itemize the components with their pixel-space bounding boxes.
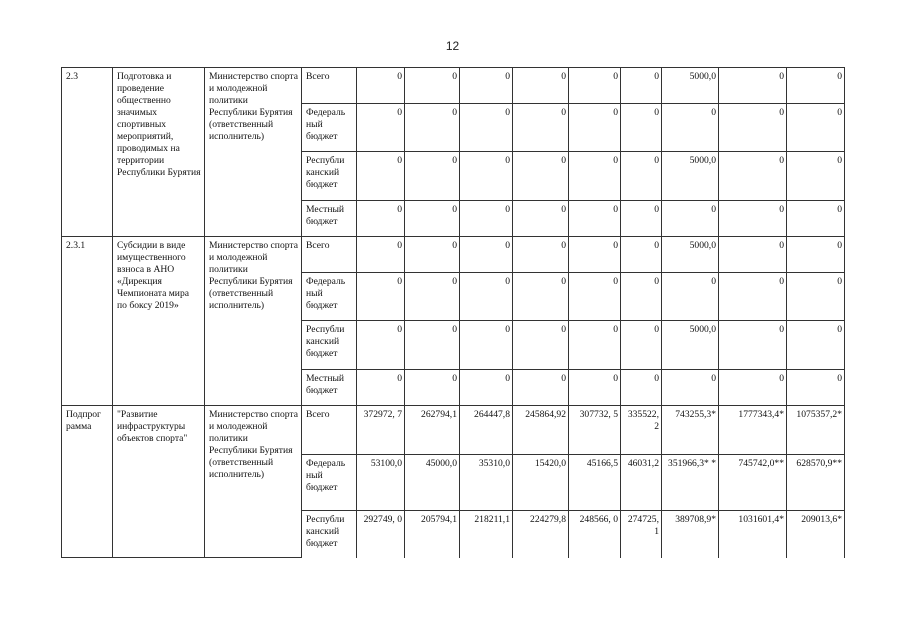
value-cell: 218211,1 — [460, 511, 513, 558]
value-cell: 745742,0** — [719, 455, 787, 511]
value-cell: 1075357,2* — [787, 406, 845, 455]
row-name: "Развитие инфраструктуры объектов спорта" — [113, 406, 205, 558]
funding-source: Республи канский бюджет — [302, 321, 357, 370]
value-cell: 0 — [460, 152, 513, 201]
value-cell: 0 — [787, 68, 845, 104]
row-code: Подпрог рамма — [62, 406, 113, 558]
value-cell: 5000,0 — [662, 152, 719, 201]
value-cell: 209013,6* — [787, 511, 845, 558]
value-cell: 0 — [569, 152, 621, 201]
value-cell: 0 — [621, 370, 662, 406]
funding-source: Республи канский бюджет — [302, 511, 357, 558]
table-row — [62, 237, 845, 273]
value-cell: 0 — [460, 273, 513, 321]
value-cell: 0 — [621, 68, 662, 104]
value-cell: 46031,2 — [621, 455, 662, 511]
funding-source: Всего — [302, 68, 357, 104]
value-cell: 0 — [719, 370, 787, 406]
value-cell: 0 — [662, 273, 719, 321]
value-cell: 262794,1 — [405, 406, 460, 455]
row-executor: Министерство спорта и молодежной политики Республики Бурятия (ответственный исполнитель) — [205, 406, 302, 558]
value-cell: 0 — [405, 370, 460, 406]
value-cell: 0 — [569, 370, 621, 406]
value-cell: 0 — [405, 237, 460, 273]
value-cell: 0 — [357, 321, 405, 370]
value-cell: 0 — [662, 370, 719, 406]
funding-source: Всего — [302, 237, 357, 273]
table-row — [62, 406, 845, 455]
value-cell: 0 — [787, 321, 845, 370]
value-cell: 0 — [787, 201, 845, 237]
value-cell: 0 — [787, 370, 845, 406]
value-cell: 0 — [513, 370, 569, 406]
value-cell: 224279,8 — [513, 511, 569, 558]
value-cell: 0 — [357, 104, 405, 152]
value-cell: 0 — [357, 273, 405, 321]
value-cell: 0 — [513, 321, 569, 370]
funding-source: Местный бюджет — [302, 201, 357, 237]
row-executor: Министерство спорта и молодежной политики Республики Бурятия (ответственный исполнитель) — [205, 68, 302, 237]
value-cell: 0 — [405, 201, 460, 237]
value-cell: 0 — [569, 237, 621, 273]
table-row — [62, 68, 845, 104]
value-cell: 0 — [405, 104, 460, 152]
funding-source: Местный бюджет — [302, 370, 357, 406]
value-cell: 53100,0 — [357, 455, 405, 511]
value-cell: 0 — [405, 321, 460, 370]
funding-source: Всего — [302, 406, 357, 455]
value-cell: 0 — [513, 68, 569, 104]
value-cell: 351966,3* * — [662, 455, 719, 511]
value-cell: 45166,5 — [569, 455, 621, 511]
page-number: 12 — [445, 39, 460, 53]
value-cell: 0 — [357, 201, 405, 237]
value-cell: 35310,0 — [460, 455, 513, 511]
value-cell: 0 — [513, 237, 569, 273]
value-cell: 0 — [719, 273, 787, 321]
funding-source: Федераль ный бюджет — [302, 455, 357, 511]
value-cell: 205794,1 — [405, 511, 460, 558]
value-cell: 0 — [719, 201, 787, 237]
value-cell: 0 — [621, 237, 662, 273]
value-cell: 0 — [787, 104, 845, 152]
value-cell: 0 — [621, 321, 662, 370]
value-cell: 0 — [662, 104, 719, 152]
value-cell: 0 — [787, 152, 845, 201]
funding-source: Федераль ный бюджет — [302, 273, 357, 321]
table-body — [62, 68, 845, 558]
value-cell: 292749, 0 — [357, 511, 405, 558]
value-cell: 5000,0 — [662, 68, 719, 104]
value-cell: 0 — [621, 273, 662, 321]
value-cell: 389708,9* — [662, 511, 719, 558]
value-cell: 0 — [357, 237, 405, 273]
row-name: Субсидии в виде имущественного взноса в АНО «Дирекция Чемпионата мира по боксу 2019» — [113, 237, 205, 406]
value-cell: 15420,0 — [513, 455, 569, 511]
value-cell: 628570,9** — [787, 455, 845, 511]
value-cell: 0 — [460, 237, 513, 273]
value-cell: 1777343,4* — [719, 406, 787, 455]
value-cell: 372972, 7 — [357, 406, 405, 455]
value-cell: 335522, 2 — [621, 406, 662, 455]
row-code: 2.3 — [62, 68, 113, 237]
value-cell: 0 — [787, 237, 845, 273]
value-cell: 0 — [513, 152, 569, 201]
value-cell: 0 — [460, 104, 513, 152]
row-name: Подготовка и проведение общественно значимых спортивных мероприятий, проводимых на территории Республики Бурятия — [113, 68, 205, 237]
value-cell: 0 — [513, 104, 569, 152]
budget-table — [61, 67, 845, 558]
value-cell: 0 — [569, 201, 621, 237]
value-cell: 0 — [460, 370, 513, 406]
value-cell: 274725, 1 — [621, 511, 662, 558]
value-cell: 0 — [569, 104, 621, 152]
value-cell: 0 — [513, 273, 569, 321]
value-cell: 5000,0 — [662, 237, 719, 273]
value-cell: 0 — [719, 237, 787, 273]
value-cell: 0 — [719, 68, 787, 104]
row-code: 2.3.1 — [62, 237, 113, 406]
value-cell: 0 — [405, 273, 460, 321]
value-cell: 743255,3* — [662, 406, 719, 455]
value-cell: 0 — [460, 68, 513, 104]
value-cell: 45000,0 — [405, 455, 460, 511]
value-cell: 0 — [719, 152, 787, 201]
value-cell: 1031601,4* — [719, 511, 787, 558]
funding-source: Республи канский бюджет — [302, 152, 357, 201]
row-executor: Министерство спорта и молодежной политики Республики Бурятия (ответственный исполнитель) — [205, 237, 302, 406]
value-cell: 0 — [621, 201, 662, 237]
value-cell: 0 — [569, 68, 621, 104]
value-cell: 0 — [719, 321, 787, 370]
value-cell: 0 — [787, 273, 845, 321]
value-cell: 248566, 0 — [569, 511, 621, 558]
value-cell: 245864,92 — [513, 406, 569, 455]
value-cell: 0 — [569, 321, 621, 370]
value-cell: 5000,0 — [662, 321, 719, 370]
value-cell: 0 — [357, 68, 405, 104]
value-cell: 264447,8 — [460, 406, 513, 455]
value-cell: 307732, 5 — [569, 406, 621, 455]
value-cell: 0 — [405, 152, 460, 201]
funding-source: Федераль ный бюджет — [302, 104, 357, 152]
value-cell: 0 — [719, 104, 787, 152]
value-cell: 0 — [569, 273, 621, 321]
value-cell: 0 — [621, 152, 662, 201]
value-cell: 0 — [460, 321, 513, 370]
value-cell: 0 — [357, 370, 405, 406]
value-cell: 0 — [621, 104, 662, 152]
value-cell: 0 — [662, 201, 719, 237]
value-cell: 0 — [405, 68, 460, 104]
value-cell: 0 — [460, 201, 513, 237]
value-cell: 0 — [357, 152, 405, 201]
value-cell: 0 — [513, 201, 569, 237]
